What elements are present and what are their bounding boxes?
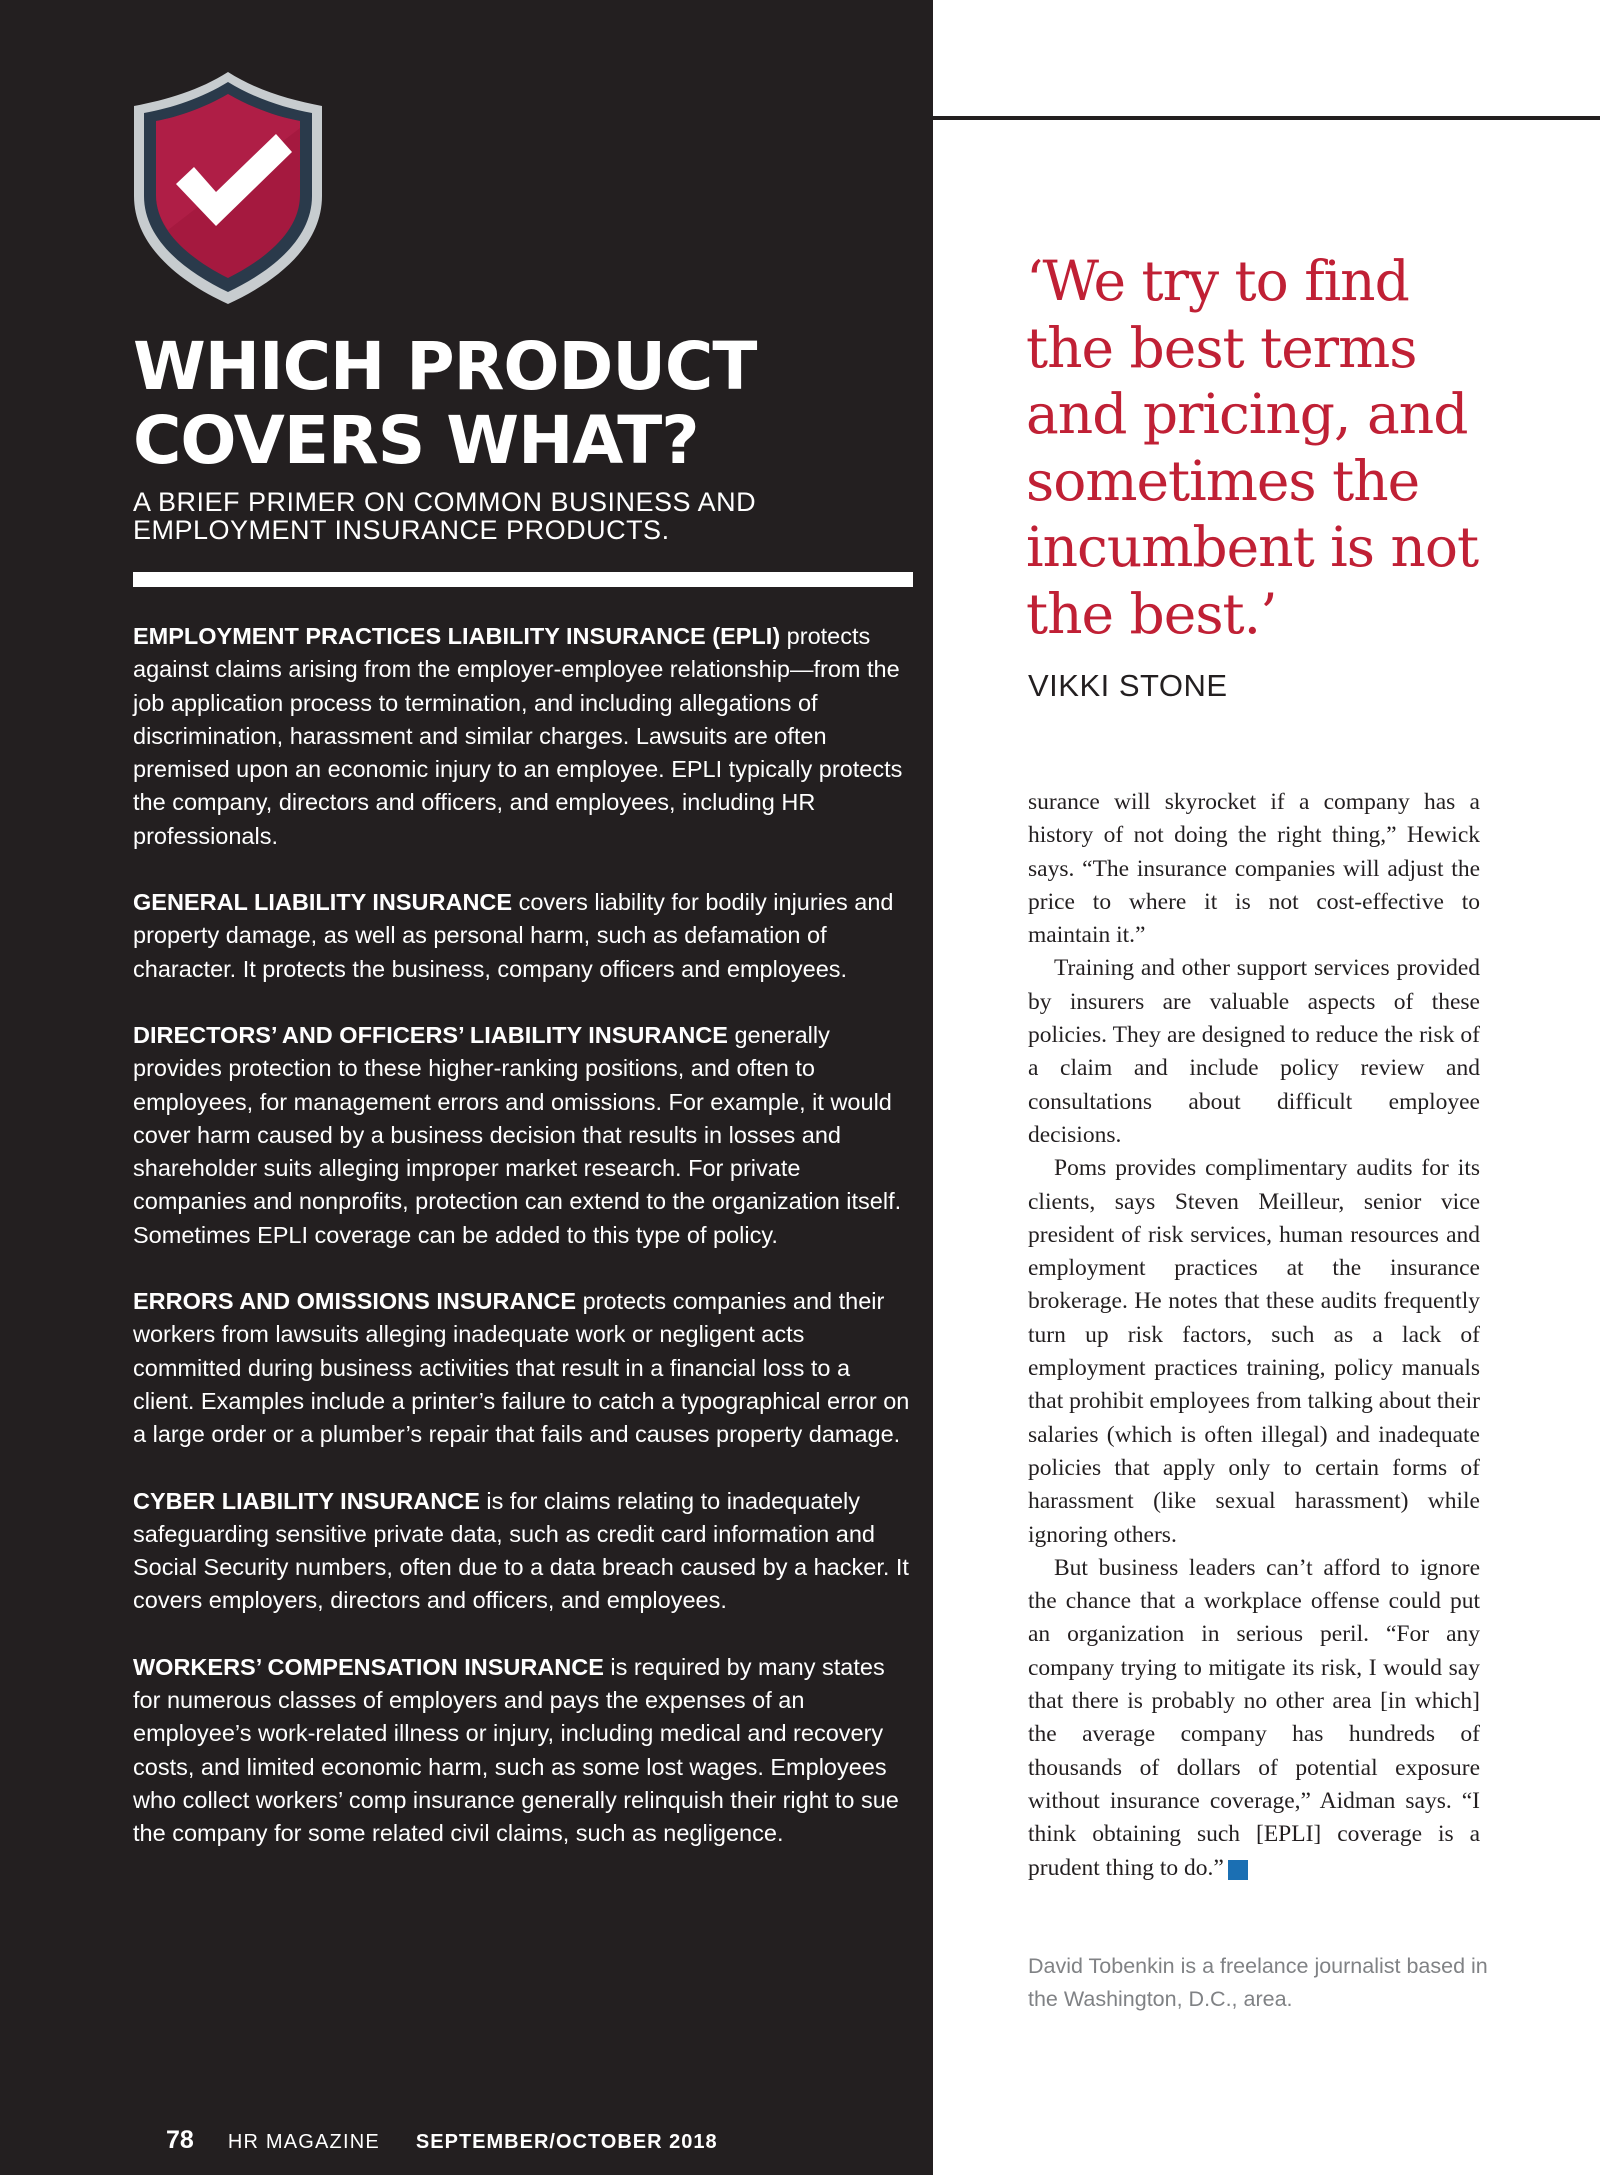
quote-line: the best terms bbox=[1026, 315, 1417, 380]
hr-end-mark-icon: HR bbox=[1228, 1860, 1248, 1880]
page-number: 78 bbox=[166, 2126, 194, 2154]
term-heading: GENERAL LIABILITY INSURANCE bbox=[133, 889, 513, 916]
page-title bbox=[133, 330, 913, 478]
list-item-errors-omissions bbox=[133, 1285, 913, 1451]
list-item-directors-officers bbox=[133, 1019, 913, 1252]
page-footer bbox=[166, 2126, 718, 2155]
body-paragraph-last bbox=[1028, 1552, 1480, 1885]
subtitle-line-2: EMPLOYMENT INSURANCE PRODUCTS. bbox=[133, 515, 670, 545]
quote-attribution: VIKKI STONE bbox=[1028, 668, 1228, 703]
term-description: protects companies and their workers from lawsuits alleging inadequate work or negligent acts committed during business activities that result in a financial loss to a client. Examples include a printer’s failure to catch a typographical error on a large order or a plumber’s repair that fails and causes property damage. bbox=[133, 1288, 910, 1448]
title-line-1: WHICH PRODUCT bbox=[133, 328, 757, 405]
insurance-list bbox=[133, 620, 913, 1884]
list-item-epli bbox=[133, 620, 913, 853]
list-item-workers-comp bbox=[133, 1651, 913, 1851]
body-paragraph-text: But business leaders can’t afford to ignore the chance that a workplace offense could put an organization in serious peril. “For any company trying to mitigate its risk, I would say that there is probably no other area [in which] the average company has hundreds of thousands of dollars of potential exposure without insurance coverage,” Aidman says. “I think obtaining such [EPLI] coverage is a prudent thing to do.” bbox=[1028, 1554, 1480, 1881]
article-body bbox=[1028, 786, 1480, 1885]
divider-rule bbox=[133, 572, 913, 587]
term-heading: CYBER LIABILITY INSURANCE bbox=[133, 1487, 480, 1514]
magazine-name: HR MAGAZINE bbox=[227, 2131, 380, 2153]
term-heading: EMPLOYMENT PRACTICES LIABILITY INSURANCE (EPLI) bbox=[133, 623, 781, 649]
term-description: generally provides protection to these higher-ranking positions, and often to employees, for management errors and omissions. For example, it would cover harm caused by a business decision that results in losses and shareholder suits alleging improper market research. For private companies and nonprofits, protection can extend to the organization itself. Sometimes EPLI coverage can be added to this type of policy. bbox=[133, 1021, 902, 1248]
body-paragraph: Training and other support services provided by insurers are valuable aspects of these policies. They are designed to reduce the risk of a claim and include policy review and consultations about difficult employee decisions. bbox=[1028, 955, 1480, 1148]
subtitle-line-1: A BRIEF PRIMER ON COMMON BUSINESS AND bbox=[133, 487, 757, 517]
body-paragraph: Poms provides complimentary audits for its clients, says Steven Meilleur, senior vice president of risk services, human resources and employment practices at the insurance brokerage. He notes that these audits frequently turn up risk factors, such as a lack of employment practices training, policy manuals that prohibit employees from talking about their salaries (which is often illegal) and inadequate policies that apply only to certain forms of harassment (like sexual harassment) while ignoring others. bbox=[1028, 1155, 1480, 1548]
term-heading: DIRECTORS’ AND OFFICERS’ LIABILITY INSURANCE bbox=[133, 1021, 728, 1048]
author-bio: David Tobenkin is a freelance journalist based in the Washington, D.C., area. bbox=[1028, 1954, 1488, 2011]
term-heading: ERRORS AND OMISSIONS INSURANCE bbox=[133, 1288, 577, 1315]
quote-line: incumbent is not bbox=[1026, 515, 1479, 579]
term-description: protects against claims arising from the employer-employee relationship—from the job application process to termination, and including allegations of discrimination, harassment and similar charges. Lawsuits are often premised upon an economic injury to an employee. EPLI typically protects the company, directors and officers, and employees, including HR professionals. bbox=[133, 623, 903, 849]
list-item-cyber-liability bbox=[133, 1485, 913, 1618]
quote-line: and pricing, and bbox=[1026, 382, 1468, 446]
quote-line: sometimes the bbox=[1026, 448, 1420, 513]
term-heading: WORKERS’ COMPENSATION INSURANCE bbox=[133, 1653, 604, 1680]
term-description: is for claims relating to inadequately safeguarding sensitive private data, such as credit card information and Social Security numbers, often due to a data breach caused by a hacker. It covers employers, directors and officers, and employees. bbox=[133, 1487, 909, 1614]
top-rule bbox=[933, 116, 1600, 120]
term-description: covers liability for bodily injuries and property damage, as well as personal harm, such as defamation of character. It protects the business, company officers and employees. bbox=[133, 889, 894, 982]
list-item-general-liability bbox=[133, 886, 913, 986]
title-line-2: COVERS WHAT? bbox=[133, 402, 699, 479]
subtitle bbox=[133, 488, 913, 544]
body-paragraph: surance will skyrocket if a company has a history of not doing the right thing,” Hewick says. “The insurance companies will adjust the price to where it is not cost-effective to maintain it.” bbox=[1028, 789, 1480, 949]
quote-line: ‘We try to find bbox=[1026, 249, 1409, 313]
pull-quote bbox=[1026, 248, 1586, 647]
term-description: is required by many states for numerous classes of employers and pays the expenses of an employee’s work-related illness or injury, including medical and recovery costs, and limited economic harm, such as some lost wages. Employees who collect workers’ comp insurance generally relinquish their right to sue the company for some related civil claims, such as negligence. bbox=[133, 1653, 899, 1847]
quote-line: the best.’ bbox=[1026, 581, 1277, 646]
shield-checkmark-icon bbox=[128, 68, 328, 308]
issue-date: SEPTEMBER/OCTOBER 2018 bbox=[415, 2131, 718, 2153]
